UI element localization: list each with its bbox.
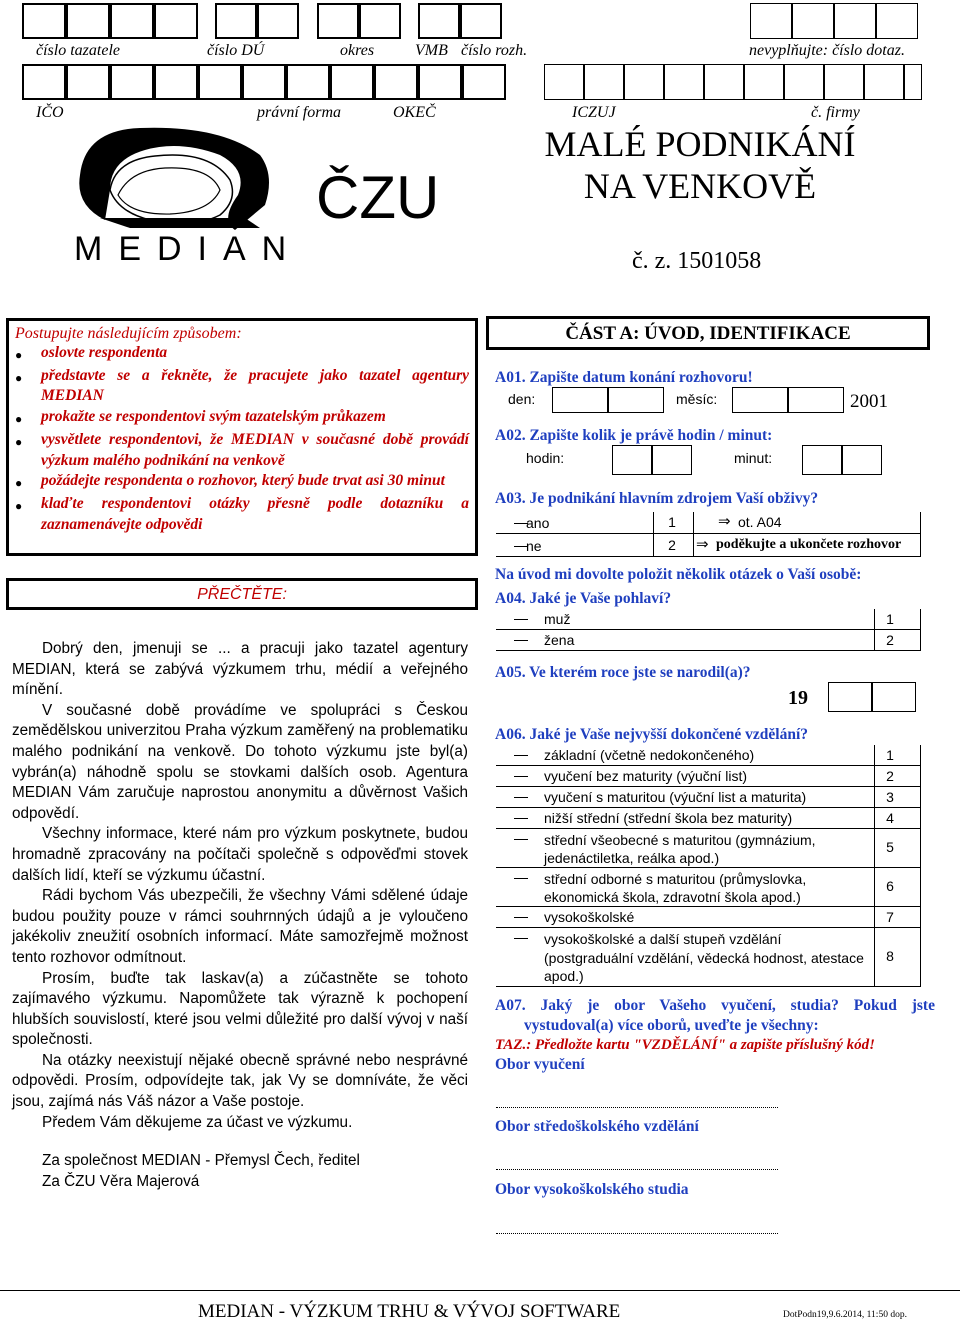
instruction-item: ● vysvětlete respondentovi, že MEDIAN v současné době provádí výzkum malého podnikání na venkově — [15, 430, 469, 471]
dash-icon — [514, 640, 528, 641]
field-obor-ss: Obor středoškolského vzdělání — [495, 1118, 699, 1135]
dotaz-box — [876, 3, 918, 39]
label-nevyplnujte: nevyplňujte: číslo dotaz. — [749, 42, 905, 59]
a03-option-ano[interactable]: ano 1 ⇒ ot. A04 — [496, 512, 920, 534]
signature-median: Za společnost MEDIAN - Přemysl Čech, ředitel — [42, 1152, 360, 1169]
a06-option[interactable]: vysokoškolské 7 — [496, 907, 920, 928]
hodin-box[interactable] — [652, 445, 692, 475]
divider — [496, 556, 920, 557]
okres-box[interactable] — [317, 3, 359, 39]
dash-icon — [514, 917, 528, 918]
question-a07-line1: A07. Jaký je obor Vašeho vyučení, studia? Pokud jste — [495, 997, 935, 1014]
bullet-icon: ● — [15, 476, 23, 491]
vmb-box[interactable] — [418, 3, 460, 39]
iczuj-box — [664, 64, 704, 100]
dash-icon — [514, 878, 528, 879]
instruction-item: ● oslovte respondenta — [15, 343, 469, 366]
year-prefix: 19 — [788, 687, 808, 709]
a06-option[interactable]: střední všeobecné s maturitou (gymnázium, jedenáctiletka, reálka apod.) 5 — [496, 829, 920, 867]
ico-box[interactable] — [198, 64, 242, 100]
iczuj-box — [704, 64, 744, 100]
label-ico: IČO — [36, 104, 64, 121]
intro-paragraph: Všechny informace, které nám pro výzkum poskytnete, budou hromadně zpracovány na počítači společně s odpověďmi stovek dalších lidí, kteří se výzkumu účastní. — [12, 825, 468, 884]
signature-czu: Za ČZU Věra Majerová — [42, 1173, 200, 1190]
rozh-box[interactable] — [460, 3, 502, 39]
a06-option[interactable]: vysokoškolské a další stupeň vzdělání (postgraduální vzdělání, vědecká hodnost, atestace apod.) 8 — [496, 928, 920, 986]
bullet-icon: ● — [15, 498, 23, 513]
bullet-icon: ● — [15, 370, 23, 385]
du-box[interactable] — [215, 3, 257, 39]
firmy-box — [864, 64, 904, 100]
section-a-title: ČÁST A: ÚVOD, IDENTIFIKACE — [486, 316, 930, 350]
a04-option-muz[interactable]: muž 1 — [496, 609, 920, 630]
a06-option[interactable]: základní (včetně nedokončeného) 1 — [496, 745, 920, 766]
question-a07 — [495, 997, 951, 1015]
ico-box[interactable] — [462, 64, 506, 100]
ico-box[interactable] — [154, 64, 198, 100]
dash-icon — [514, 776, 528, 777]
okres-box[interactable] — [359, 3, 401, 39]
intro-paragraph: Předem Vám děkujeme za účast ve výzkumu. — [42, 1113, 353, 1131]
iczuj-box — [624, 64, 664, 100]
intro-paragraph: Na otázky neexistují nějaké obecně správné nebo nesprávné odpovědi. Prosím, odpovídejte tak, jak Vy se domníváte, že věci jsou, zajímá nás Váš názor a Vaše postoje. — [12, 1051, 468, 1111]
instructions-title: Postupujte následujícím způsobem: — [15, 325, 242, 342]
title-line-2: NA VENKOVĚ — [583, 166, 817, 206]
a06-option[interactable]: nižší střední (střední škola bez maturity) 4 — [496, 808, 920, 829]
a06-option[interactable]: vyučení bez maturity (výuční list) 2 — [496, 766, 920, 787]
tazatel-box[interactable] — [154, 3, 198, 39]
field-obor-vyuceni: Obor vyučení — [495, 1056, 585, 1073]
field-obor-vs: Obor vysokoškolského studia — [495, 1181, 689, 1198]
ico-box[interactable] — [110, 64, 154, 100]
dash-icon — [514, 818, 528, 819]
instruction-item: ● klaďte respondentovi otázky přesně podle dotazníku a zaznamenávejte odpovědi — [15, 494, 469, 535]
den-box[interactable] — [552, 387, 608, 413]
instruction-item: ● představte se a řekněte, že pracujete jako tazatel agentury MEDIAN — [15, 366, 469, 407]
divider — [496, 650, 920, 651]
dotaz-box — [834, 3, 876, 39]
arrow-right-icon: ⇒ — [718, 513, 731, 530]
a06-option[interactable]: vyučení s maturitou (výuční list a maturita) 3 — [496, 787, 920, 808]
ico-box[interactable] — [330, 64, 374, 100]
answer-line[interactable] — [496, 1169, 778, 1170]
median-logo-text: MEDIAN — [74, 230, 303, 268]
dash-icon — [514, 797, 528, 798]
question-a02: A02. Zapište kolik je právě hodin / minut: — [495, 427, 773, 444]
ico-box[interactable] — [374, 64, 418, 100]
tazatel-box[interactable] — [22, 3, 66, 39]
label-c-firmy: č. firmy — [811, 104, 860, 121]
document-title — [540, 123, 860, 207]
den-box[interactable] — [608, 387, 664, 413]
divider — [920, 609, 921, 651]
answer-line[interactable] — [496, 1107, 778, 1108]
label-pravni-forma: právní forma — [257, 104, 341, 121]
dash-icon — [514, 619, 528, 620]
mesic-box[interactable] — [788, 387, 844, 413]
birth-year-box[interactable] — [828, 682, 872, 712]
label-okres: okres — [340, 42, 375, 59]
question-a04: A04. Jaké je Vaše pohlaví? — [495, 590, 672, 607]
firmy-box — [904, 64, 922, 100]
a06-option[interactable]: střední odborné s maturitou (průmyslovka, ekonomická škola, zdravotní škola apod.) 6 — [496, 868, 920, 906]
answer-line[interactable] — [496, 1233, 778, 1234]
question-a05: A05. Ve kterém roce jste se narodil(a)? — [495, 664, 751, 681]
iczuj-box — [544, 64, 584, 100]
firmy-box — [824, 64, 864, 100]
tazatel-box[interactable] — [110, 3, 154, 39]
dotaz-box — [792, 3, 834, 39]
a03-option-ne[interactable]: ne 2 ⇒ poděkujte a ukončete rozhovor — [496, 535, 920, 557]
ico-box[interactable] — [418, 64, 462, 100]
dash-icon — [514, 839, 528, 840]
ico-box[interactable] — [286, 64, 330, 100]
bullet-icon: ● — [15, 348, 23, 362]
label-rozh: číslo rozh. — [461, 42, 528, 59]
mesic-box[interactable] — [732, 387, 788, 413]
tazatel-box[interactable] — [66, 3, 110, 39]
divider — [874, 609, 875, 651]
ico-box[interactable] — [66, 64, 110, 100]
iczuj-box — [744, 64, 784, 100]
instructions-box — [6, 318, 478, 556]
question-a06: A06. Jaké je Vaše nejvyšší dokončené vzdělání? — [495, 726, 809, 743]
year-value: 2001 — [850, 391, 888, 412]
czu-logo-text: ČZU — [316, 164, 440, 231]
label-den: den: — [508, 391, 536, 407]
a04-option-zena[interactable]: žena 2 — [496, 630, 920, 651]
title-line-1: MALÉ PODNIKÁNÍ — [544, 124, 856, 164]
dotaz-box — [750, 3, 792, 39]
question-a03: A03. Je podnikání hlavním zdrojem Vaší obživy? — [495, 490, 819, 507]
hodin-box[interactable] — [612, 445, 652, 475]
label-minut: minut: — [734, 450, 773, 466]
divider — [920, 745, 921, 987]
intro-text — [12, 639, 468, 1133]
divider — [653, 512, 654, 557]
lead-text: Na úvod mi dovolte položit několik otázek o Vaší osobě: — [495, 566, 862, 583]
divider — [496, 533, 920, 534]
bullet-icon: ● — [15, 434, 23, 449]
bullet-icon: ● — [15, 412, 23, 427]
footer-divider — [0, 1290, 960, 1291]
precte-label: PŘEČTĚTE: — [197, 586, 287, 603]
zakazka-number: č. z. 1501058 — [632, 248, 762, 274]
label-mesic: měsíc: — [676, 391, 718, 407]
intro-paragraph: Dobrý den, jmenuji se ... a pracuji jako tazatel agentury MEDIAN, která se zabývá výzkumem trhu, médií a veřejného mínění. — [12, 640, 468, 699]
birth-year-box[interactable] — [872, 682, 916, 712]
taz-instruction: TAZ.: Předložte kartu "VZDĚLÁNÍ" a zapište příslušný kód! — [495, 1037, 876, 1053]
label-du: číslo DÚ — [207, 42, 265, 59]
divider — [920, 512, 921, 557]
question-a07-line2: vystudoval(a) více oborů, uveďte je všechny: — [524, 1017, 819, 1034]
intro-paragraph: Rádi bychom Vás ubezpečili, že všechny Vámi sdělené údaje budou použity pouze v rámci souhrnných údajů a je vyloučeno jakékoliv zneužití osobních informací. Máte samozřejmě možnost tento rozhovor odmítnout. — [12, 887, 468, 966]
label-hodin: hodin: — [526, 450, 565, 466]
ico-box[interactable] — [242, 64, 286, 100]
footer-file: DotPodn19,9.6.2014, 11:50 dop. — [783, 1310, 907, 1320]
firmy-box — [784, 64, 824, 100]
footer-company: MEDIAN - VÝZKUM TRHU & VÝVOJ SOFTWARE — [198, 1301, 621, 1322]
minut-box[interactable] — [802, 445, 842, 475]
median-logo-icon — [70, 120, 280, 240]
label-iczuj: ICZUJ — [572, 104, 616, 121]
arrow-right-icon: ⇒ — [696, 536, 709, 553]
dash-icon — [514, 938, 528, 939]
iczuj-box — [584, 64, 624, 100]
question-a01: A01. Zapište datum konání rozhovoru! — [495, 369, 753, 386]
intro-paragraph: Prosím, buďte tak laskav(a) a zúčastněte se tohoto zajímavého výzkumu. Napomůžete tak výrazně k pochopení hlubších souvislostí, které jsou velmi důležité pro další vývoj v naší společnosti. — [12, 969, 468, 1049]
instruction-item: ● požádejte respondenta o rozhovor, který bude trvat asi 30 minut — [15, 471, 469, 494]
label-okec: OKEČ — [393, 104, 436, 121]
divider — [496, 986, 920, 987]
instruction-item: ● prokažte se respondentovi svým tazatelským průkazem — [15, 407, 469, 430]
ico-box[interactable] — [22, 64, 66, 100]
label-vmb: VMB — [415, 42, 448, 59]
minut-box[interactable] — [842, 445, 882, 475]
du-box[interactable] — [257, 3, 299, 39]
precte-box — [6, 578, 478, 610]
dash-icon — [514, 755, 528, 756]
label-tazatel: číslo tazatele — [36, 42, 120, 59]
instructions-list — [15, 343, 469, 535]
divider — [693, 512, 694, 557]
intro-paragraph: V současné době provádíme ve spolupráci s Českou zemědělskou univerzitou Praha výzkum zaměřený na problematiku malého podnikání na venkově. Do tohoto výzkumu jste byl(a) vybrán(a) náhodně spolu se stovkami dalších osob. Agentura MEDIAN Vám zaručuje naprostou anonymitu a důvěrnost Vašich odpovědí. — [12, 701, 468, 822]
